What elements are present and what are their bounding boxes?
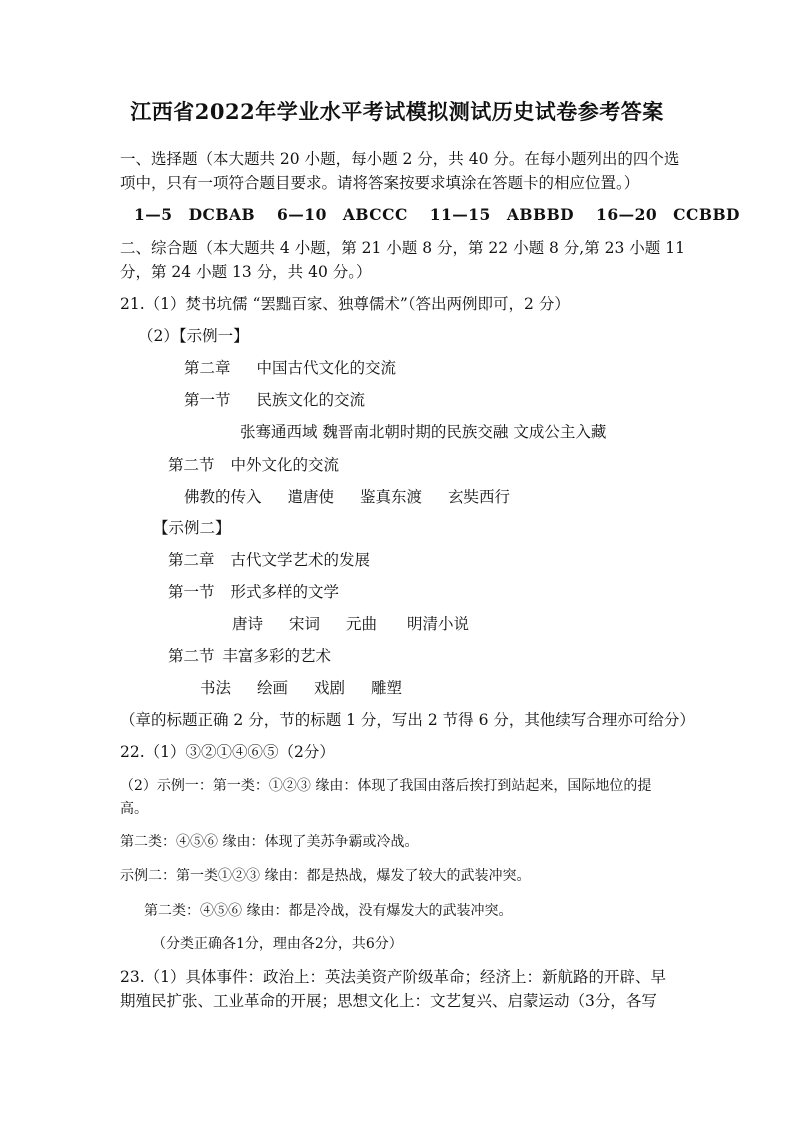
- example2-section1: 第一节 形式多样的文学: [168, 583, 340, 601]
- example2-section2-items: 书法 绘画 戏剧 雕塑: [200, 679, 403, 697]
- answer-key-row: [134, 205, 740, 225]
- answer-range: 16—20: [596, 205, 658, 224]
- example1-section2: 第二节 中外文化的交流: [168, 456, 340, 474]
- section2-intro-line1: 二、综合题（本大题共 4 小题，第 21 小题 8 分，第 22 小题 8 分,第 23 小题 11: [120, 239, 685, 257]
- section1-intro-line1: 一、选择题（本大题共 20 小题，每小题 2 分，共 40 分。在每小题列出的四个选: [120, 150, 680, 168]
- q22-part2-line1: （2）示例一：第一类：①②③ 缘由：体现了我国由落后挨打到站起来，国际地位的提: [120, 778, 652, 794]
- example1-section1: 第一节 民族文化的交流: [184, 391, 366, 409]
- q22-part2-line2: 高。: [120, 801, 148, 817]
- document-title: 江西省2022年学业水平考试模拟测试历史试卷参考答案: [130, 99, 664, 124]
- answer-range: 11—15: [429, 205, 491, 224]
- q21-part1: 21.（1）焚书坑儒 “罢黜百家、独尊儒术”（答出两例即可，2 分）: [120, 295, 570, 313]
- q23-line1: 23.（1）具体事件：政治上：英法美资产阶级革命；经济上：新航路的开辟、早: [120, 968, 667, 986]
- answer-letters: DCBAB: [188, 205, 256, 224]
- example2-chapter: 第二章 古代文学艺术的发展: [168, 551, 371, 569]
- example1-chapter: 第二章 中国古代文化的交流: [184, 359, 397, 377]
- section2-intro-line2: 分，第 24 小题 13 分，共 40 分。）: [120, 263, 372, 281]
- q22-example2-category1: 示例二：第一类①②③ 缘由：都是热战，爆发了较大的武装冲突。: [120, 868, 531, 884]
- q22-example2-category2: 第二类：④⑤⑥ 缘由：都是冷战，没有爆发大的武装冲突。: [144, 903, 513, 919]
- q21-scoring-note: （章的标题正确 2 分，节的标题 1 分，写出 2 节得 6 分，其他续写合理亦可给分）: [120, 711, 695, 729]
- answer-range: 1—5: [134, 205, 173, 224]
- q23-line2: 期殖民扩张、工业革命的开展；思想文化上：文艺复兴、启蒙运动（3分，各写: [120, 992, 657, 1010]
- section1-intro-line2: 项中，只有一项符合题目要求。请将答案按要求填涂在答题卡的相应位置。）: [120, 174, 640, 192]
- answer-range: 6—10: [277, 205, 327, 224]
- example2-section1-items: 唐诗 宋词 元曲 明清小说: [232, 615, 470, 633]
- q22-part1: 22.（1）③②①④⑥⑤（2分）: [120, 743, 335, 761]
- q21-part2-heading: （2）【示例一】: [138, 327, 249, 345]
- q22-category2: 第二类：④⑤⑥ 缘由：体现了美苏争霸或冷战。: [120, 834, 419, 850]
- example2-heading: 【示例二】: [153, 519, 231, 537]
- example2-section2: 第二节 丰富多彩的艺术: [168, 647, 332, 665]
- example1-section2-items: 佛教的传入 遣唐使 鉴真东渡 玄奘西行: [184, 488, 511, 506]
- example1-section1-items: 张骞通西域 魏晋南北朝时期的民族交融 文成公主入藏: [240, 423, 607, 441]
- answer-letters: ABBBD: [506, 205, 575, 224]
- answer-letters: ABCCC: [342, 205, 408, 224]
- answer-letters: CCBBD: [673, 205, 740, 224]
- q22-scoring-note: （分类正确各1分，理由各2分，共6分）: [152, 936, 403, 952]
